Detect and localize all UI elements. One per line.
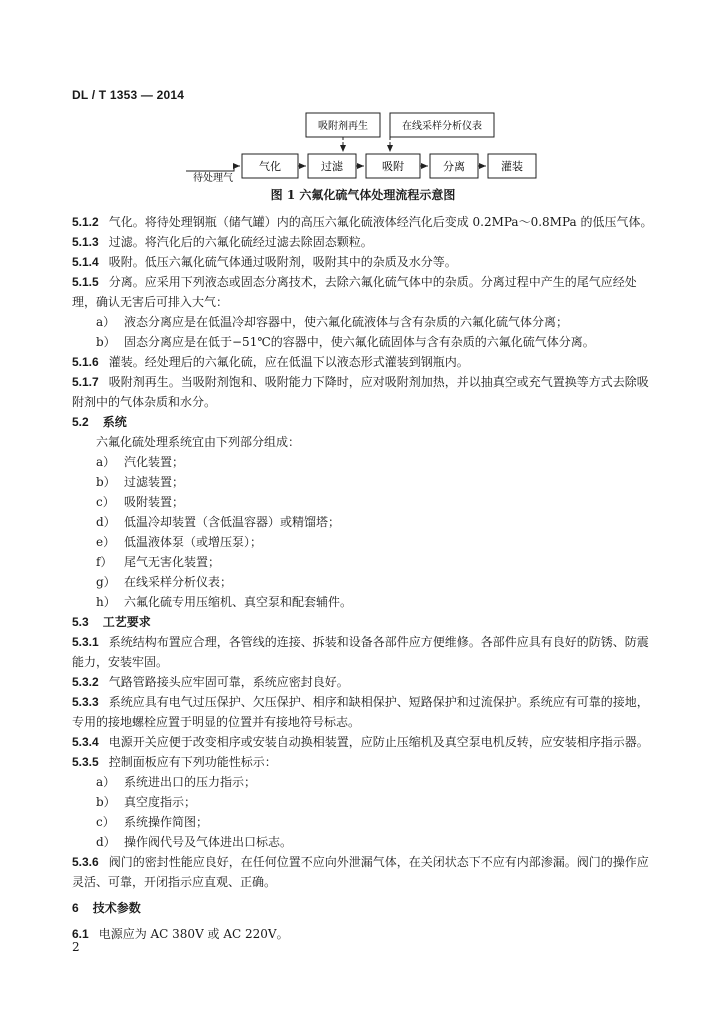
- clause-text: 系统结构布置应合理，各管线的连接、拆装和设备各部件应方便维修。各部件应具有良好的防锈、防震能力，安装牢固。: [72, 635, 649, 669]
- section-number: 5.3: [72, 615, 89, 629]
- input-gas-label: 待处理气: [193, 173, 233, 184]
- clause-5-3-3: [72, 692, 658, 732]
- clause-text: 控制面板应有下列功能性标示：: [108, 755, 277, 769]
- clause-number: 5.3.4: [72, 735, 99, 749]
- clause-number: 5.1.7: [72, 375, 99, 389]
- clause-number: 5.1.6: [72, 355, 99, 369]
- list-item: [72, 572, 658, 592]
- box-regen-label: 吸附剂再生: [318, 121, 368, 132]
- list-marker: a）: [96, 455, 116, 469]
- clause-5-3-1: [72, 632, 658, 672]
- list-item: [72, 472, 658, 492]
- clause-5-1-4: [72, 252, 658, 272]
- clause-text: 系统应具有电气过压保护、欠压保护、相序和缺相保护、短路保护和过流保护。系统应有可靠的接地，专用的接地螺栓应置于明显的位置并有接地符号标志。: [72, 695, 649, 729]
- clause-text: 吸附剂再生。当吸附剂饱和、吸附能力下降时，应对吸附剂加热，并以抽真空或充气置换等方式去除吸附剂中的气体杂质和水分。: [72, 375, 649, 409]
- clause-text: 灌装。经处理后的六氟化硫，应在低温下以液态形式灌装到钢瓶内。: [108, 355, 469, 369]
- clause-text: 分离。应采用下列液态或固态分离技术，去除六氟化硫气体中的杂质。分离过程中产生的尾气应经处理，确认无害后可排入大气：: [72, 275, 637, 309]
- clause-number: 5.1.2: [72, 215, 99, 229]
- box-separate-label: 分离: [443, 160, 465, 173]
- clause-5-1-2: [72, 212, 658, 232]
- clause-5-1-5: [72, 272, 658, 312]
- list-item: [72, 312, 658, 332]
- list-item: [72, 452, 658, 472]
- clause-number: 5.3.3: [72, 695, 99, 709]
- list-item-text: 在线采样分析仪表；: [124, 575, 233, 589]
- list-item-text: 液态分离应是在低温冷却容器中，使六氟化硫液体与含有杂质的六氟化硫气体分离；: [124, 315, 569, 329]
- clause-5-1-7: [72, 372, 658, 412]
- clause-number: 5.3.5: [72, 755, 99, 769]
- list-item-text: 过滤装置；: [124, 475, 185, 489]
- section-title: 系统: [102, 415, 127, 429]
- clause-text: 电源开关应便于改变相序或安装自动换相装置，应防止压缩机及真空泵电机反转，应安装相序指示器。: [108, 735, 649, 749]
- list-item: [72, 552, 658, 572]
- clause-number: 6.1: [72, 927, 89, 941]
- clause-5-3-4: [72, 732, 658, 752]
- list-item-text: 吸附装置；: [124, 495, 185, 509]
- list-item-text: 低温液体泵（或增压泵）；: [124, 535, 263, 549]
- list-item: [72, 832, 658, 852]
- section-number: 5.2: [72, 415, 89, 429]
- list-item-text: 尾气无害化装置；: [124, 555, 221, 569]
- list-marker: g）: [96, 575, 116, 589]
- clause-5-1-6: [72, 352, 658, 372]
- list-marker: e）: [96, 535, 116, 549]
- document-body: [72, 212, 658, 944]
- list-item: [72, 772, 658, 792]
- box-fill-label: 灌装: [501, 160, 523, 173]
- clause-text: 阀门的密封性能应良好，在任何位置不应向外泄漏气体，在关闭状态下不应有内部渗漏。阀门的操作应灵活、可靠，开闭指示应直观、正确。: [72, 855, 649, 889]
- process-flow-diagram: [0, 0, 726, 210]
- clause-text: 吸附。低压六氟化硫气体通过吸附剂，吸附其中的杂质及水分等。: [108, 255, 457, 269]
- clause-text: 过滤。将汽化后的六氟化硫经过滤去除固态颗粒。: [108, 235, 373, 249]
- list-item: [72, 792, 658, 812]
- clause-number: 5.3.2: [72, 675, 99, 689]
- section-number: 6: [72, 901, 79, 915]
- list-marker: f）: [96, 555, 113, 569]
- box-adsorb-label: 吸附: [382, 160, 404, 173]
- clause-number: 5.3.6: [72, 855, 99, 869]
- list-marker: b）: [96, 335, 116, 349]
- list-marker: b）: [96, 475, 116, 489]
- box-filter-label: 过滤: [321, 160, 343, 173]
- box-online-label: 在线采样分析仪表: [402, 121, 482, 132]
- section-title: 技术参数: [92, 901, 141, 915]
- list-item: [72, 332, 658, 352]
- clause-5-3-6: [72, 852, 658, 892]
- clause-5-3-2: [72, 672, 658, 692]
- list-item: [72, 532, 658, 552]
- box-vaporize-label: 气化: [259, 160, 281, 173]
- figure-caption: 图 1 六氟化硫气体处理流程示意图: [270, 188, 456, 202]
- list-item-text: 系统进出口的压力指示；: [124, 775, 257, 789]
- list-item: [72, 592, 658, 612]
- list-marker: a）: [96, 775, 116, 789]
- list-marker: c）: [96, 495, 115, 509]
- clause-text: 电源应为 AC 380V 或 AC 220V。: [98, 927, 289, 941]
- document-header: DL / T 1353 — 2014: [72, 88, 185, 102]
- list-marker: a）: [96, 315, 116, 329]
- list-item: [72, 812, 658, 832]
- list-item-text: 六氟化硫专用压缩机、真空泵和配套辅件。: [124, 595, 353, 609]
- section-title: 工艺要求: [102, 615, 151, 629]
- list-marker: d）: [96, 515, 116, 529]
- section-heading: [72, 898, 658, 918]
- section-heading: [72, 612, 658, 632]
- clause-number: 5.1.4: [72, 255, 99, 269]
- list-item-text: 真空度指示；: [124, 795, 197, 809]
- list-item: [72, 512, 658, 532]
- paragraph: 六氟化硫处理系统宜由下列部分组成：: [96, 435, 301, 449]
- list-item-text: 操作阀代号及气体进出口标志。: [124, 835, 293, 849]
- clause-number: 5.1.3: [72, 235, 99, 249]
- clause-text: 气化。将待处理钢瓶（储气罐）内的高压六氟化硫液体经汽化后变成 0.2MPa～0.8MPa 的低压气体。: [108, 215, 653, 229]
- list-item: [72, 492, 658, 512]
- list-marker: b）: [96, 795, 116, 809]
- list-item-text: 低温冷却装置（含低温容器）或精馏塔；: [124, 515, 341, 529]
- clause-text: 气路管路接头应牢固可靠，系统应密封良好。: [108, 675, 349, 689]
- list-marker: d）: [96, 835, 116, 849]
- clause-6-1: [72, 924, 658, 944]
- page-number: 2: [72, 940, 80, 954]
- section-heading: [72, 412, 658, 432]
- list-item-text: 系统操作简图；: [124, 815, 209, 829]
- list-marker: h）: [96, 595, 116, 609]
- clause-5-3-5: [72, 752, 658, 772]
- list-item-text: 汽化装置；: [124, 455, 185, 469]
- list-item-text: 固态分离应是在低于−51℃的容器中，使六氟化硫固体与含有杂质的六氟化硫气体分离。: [124, 335, 595, 349]
- list-marker: c）: [96, 815, 115, 829]
- clause-number: 5.3.1: [72, 635, 99, 649]
- clause-number: 5.1.5: [72, 275, 99, 289]
- clause-5-1-3: [72, 232, 658, 252]
